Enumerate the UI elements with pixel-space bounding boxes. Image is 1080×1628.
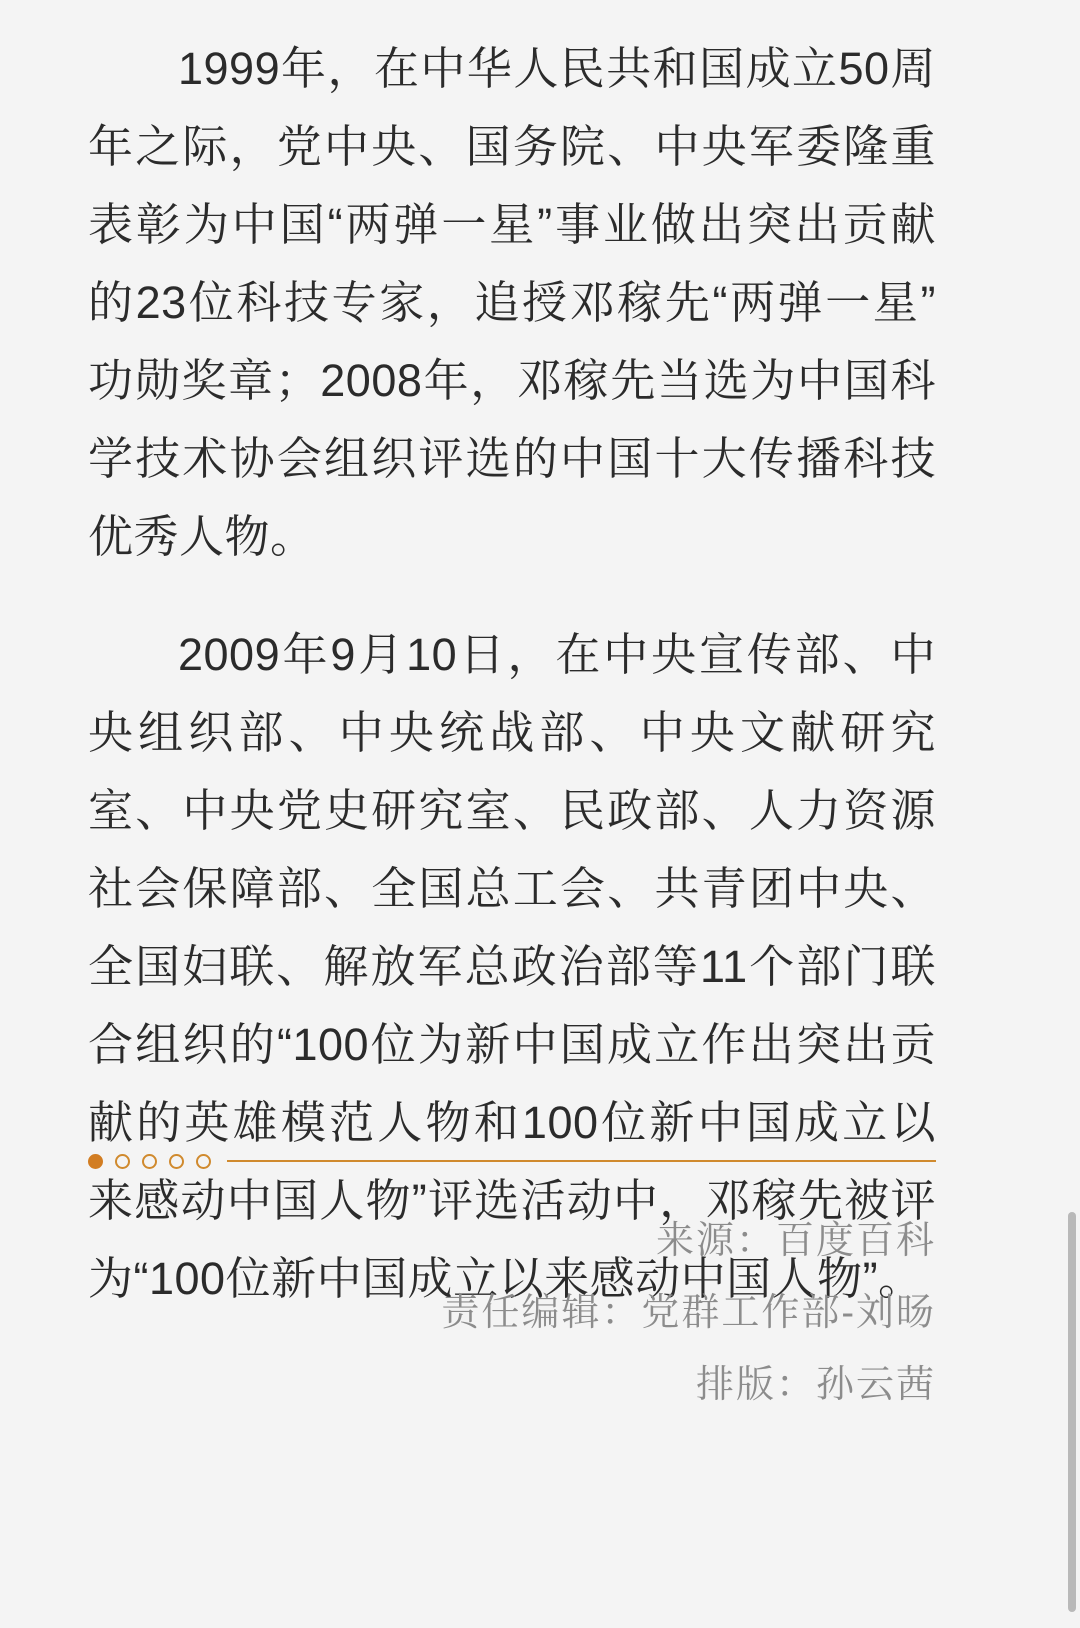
credit-editor: 责任编辑：党群工作部-刘旸	[441, 1292, 936, 1334]
credits-block	[88, 1205, 936, 1421]
article-body	[88, 0, 936, 1318]
dot-indicator	[169, 1154, 184, 1169]
vertical-scrollbar[interactable]	[1068, 1212, 1076, 1612]
article-paragraph: 1999年，在中华人民共和国成立50周年之际，党中央、国务院、中央军委隆重表彰为中国“两弹一星”事业做出突出贡献的23位科技专家，追授邓稼先“两弹一星”功勋奖章；2008年，邓稼先当选为中国科学技术协会组织评选的中国十大传播科技优秀人物。	[88, 43, 936, 562]
credit-source: 来源：百度百科	[655, 1220, 936, 1262]
dot-indicator	[142, 1154, 157, 1169]
dot-indicator	[115, 1154, 130, 1169]
divider-rule	[227, 1160, 936, 1162]
dot-indicator	[196, 1154, 211, 1169]
dot-indicator-active	[88, 1154, 103, 1169]
credit-layout: 排版：孙云茜	[695, 1364, 936, 1406]
dot-indicator-group	[88, 1154, 211, 1169]
section-divider	[88, 1148, 936, 1174]
article-paragraph: 2009年9月10日，在中央宣传部、中央组织部、中央统战部、中央文献研究室、中央党史研究室、民政部、人力资源社会保障部、全国总工会、共青团中央、全国妇联、解放军总政治部等11个部门联合组织的“100位为新中国成立作出突出贡献的英雄模范人物和100位新中国成立以来感动中国人物”评选活动中，邓稼先被评为“100位新中国成立以来感动中国人物”。	[88, 629, 936, 1304]
